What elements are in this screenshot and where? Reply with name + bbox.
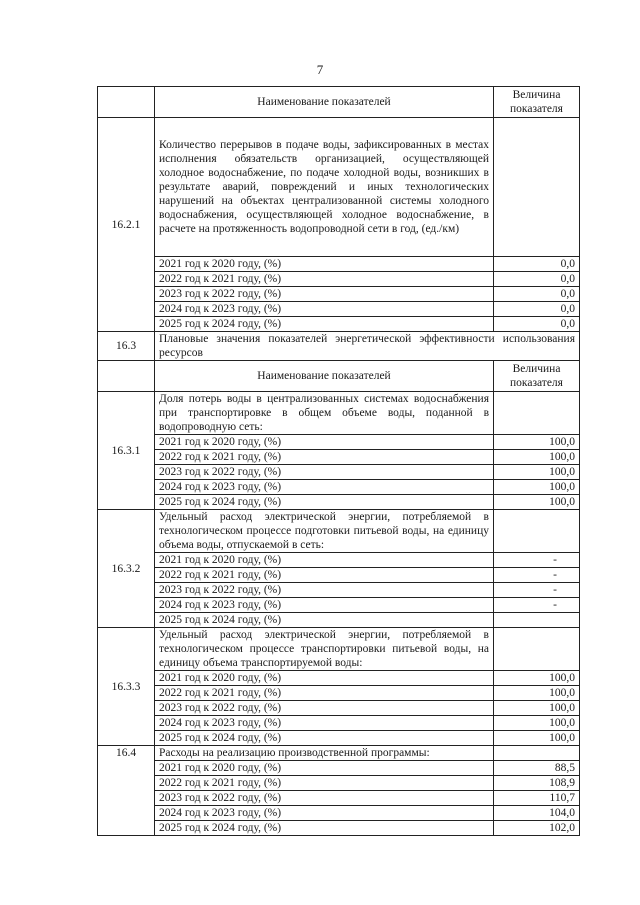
row-label: 2025 год к 2024 году, (%) — [155, 317, 494, 332]
row-label: 2025 год к 2024 году, (%) — [155, 495, 494, 510]
row-label: 2021 год к 2020 году, (%) — [155, 553, 494, 568]
section-row — [98, 332, 580, 361]
row-label: 2021 год к 2020 году, (%) — [155, 761, 494, 776]
table-row — [98, 806, 580, 821]
row-label: 2021 год к 2020 году, (%) — [155, 257, 494, 272]
table-row — [98, 613, 580, 628]
table-row — [98, 287, 580, 302]
subheader-name: Наименование показателей — [155, 361, 494, 392]
header-value: Величина показателя — [494, 87, 580, 118]
table-row — [98, 568, 580, 583]
row-value: 100,0 — [494, 495, 580, 510]
row-label: 2023 год к 2022 году, (%) — [155, 287, 494, 302]
section-description: Доля потерь воды в централизованных системах водоснабжения при транспортировке в общем объеме воды, поданной в водопроводную сеть: — [155, 392, 494, 435]
table-row — [98, 450, 580, 465]
section-value-cell — [494, 510, 580, 553]
section-code: 16.2.1 — [98, 118, 155, 332]
row-value: 102,0 — [494, 821, 580, 836]
section-value-cell — [494, 746, 580, 761]
table-row — [98, 272, 580, 287]
section-code: 16.3.1 — [98, 392, 155, 510]
section-description: Удельный расход электрической энергии, потребляемой в технологическом процессе подготовки питьевой воды, на единицу объема воды, отпускаемой в сеть: — [155, 510, 494, 553]
section-row — [98, 628, 580, 671]
table-row — [98, 671, 580, 686]
row-value: 0,0 — [494, 272, 580, 287]
row-value: 100,0 — [494, 450, 580, 465]
row-label: 2023 год к 2022 году, (%) — [155, 583, 494, 598]
row-label: 2022 год к 2021 году, (%) — [155, 272, 494, 287]
table-row — [98, 480, 580, 495]
row-label: 2021 год к 2020 году, (%) — [155, 671, 494, 686]
table-row — [98, 821, 580, 836]
row-value: 108,9 — [494, 776, 580, 791]
row-label: 2024 год к 2023 году, (%) — [155, 806, 494, 821]
section-row — [98, 746, 580, 761]
row-value: 100,0 — [494, 671, 580, 686]
table-row — [98, 465, 580, 480]
section-code: 16.4 — [98, 746, 155, 836]
row-value: - — [494, 553, 580, 568]
section-description: Плановые значения показателей энергетической эффективности использования ресурсов — [155, 332, 580, 361]
section-value-cell — [494, 628, 580, 671]
section-code: 16.3.2 — [98, 510, 155, 628]
row-value: - — [494, 568, 580, 583]
row-value: 104,0 — [494, 806, 580, 821]
row-value: 100,0 — [494, 686, 580, 701]
row-value: 0,0 — [494, 317, 580, 332]
row-label: 2021 год к 2020 году, (%) — [155, 435, 494, 450]
table-row — [98, 731, 580, 746]
row-value: 88,5 — [494, 761, 580, 776]
row-label: 2024 год к 2023 году, (%) — [155, 598, 494, 613]
table-row — [98, 435, 580, 450]
row-label: 2023 год к 2022 году, (%) — [155, 465, 494, 480]
row-value: 0,0 — [494, 257, 580, 272]
section-value-cell — [494, 392, 580, 435]
section-description: Расходы на реализацию производственной программы: — [155, 746, 494, 761]
indicators-table — [97, 86, 580, 836]
row-value: 0,0 — [494, 302, 580, 317]
row-value: 110,7 — [494, 791, 580, 806]
row-label: 2024 год к 2023 году, (%) — [155, 480, 494, 495]
row-value: 100,0 — [494, 716, 580, 731]
row-label: 2025 год к 2024 году, (%) — [155, 613, 494, 628]
table-row — [98, 257, 580, 272]
row-label: 2025 год к 2024 году, (%) — [155, 731, 494, 746]
section-code: 16.3.3 — [98, 628, 155, 746]
header-code-cell — [98, 87, 155, 118]
row-label: 2024 год к 2023 году, (%) — [155, 716, 494, 731]
row-value: 100,0 — [494, 480, 580, 495]
subheader-value: Величина показателя — [494, 361, 580, 392]
row-label: 2025 год к 2024 году, (%) — [155, 821, 494, 836]
row-value: - — [494, 598, 580, 613]
row-value: 100,0 — [494, 731, 580, 746]
row-value — [494, 613, 580, 628]
subheader-code-cell — [98, 361, 155, 392]
header-name: Наименование показателей — [155, 87, 494, 118]
table-row — [98, 302, 580, 317]
table-row — [98, 701, 580, 716]
section-row — [98, 392, 580, 435]
section-code: 16.3 — [98, 332, 155, 361]
row-label: 2023 год к 2022 году, (%) — [155, 701, 494, 716]
row-label: 2022 год к 2021 году, (%) — [155, 686, 494, 701]
section-description: Количество перерывов в подаче воды, зафиксированных в местах исполнения обязательств организацией, осуществляющей холодное водоснабжение, по подаче холодной воды, возникших в результате аварий, повреждений и иных технологических нарушений на объектах централизованной системы холодного водоснабжения, осуществляющей холодное водоснабжение, в расчете на протяженность водопроводной сети в год, (ед./км) — [155, 118, 494, 257]
table-row — [98, 776, 580, 791]
row-value: - — [494, 583, 580, 598]
section-description: Удельный расход электрической энергии, потребляемой в технологическом процессе транспортировки питьевой воды, на единицу объема транспортируемой воды: — [155, 628, 494, 671]
row-label: 2023 год к 2022 году, (%) — [155, 791, 494, 806]
table-subheader-row — [98, 361, 580, 392]
row-value: 100,0 — [494, 701, 580, 716]
table-header-row — [98, 87, 580, 118]
row-label: 2022 год к 2021 году, (%) — [155, 776, 494, 791]
section-row — [98, 118, 580, 257]
table-row — [98, 553, 580, 568]
row-value: 100,0 — [494, 465, 580, 480]
table-row — [98, 686, 580, 701]
row-label: 2022 год к 2021 году, (%) — [155, 568, 494, 583]
section-row — [98, 510, 580, 553]
page-number: 7 — [316, 62, 324, 77]
section-value-cell — [494, 118, 580, 257]
table-row — [98, 791, 580, 806]
table-row — [98, 598, 580, 613]
row-label: 2022 год к 2021 году, (%) — [155, 450, 494, 465]
table-row — [98, 583, 580, 598]
row-value: 100,0 — [494, 435, 580, 450]
table-row — [98, 495, 580, 510]
table-row — [98, 317, 580, 332]
row-label: 2024 год к 2023 году, (%) — [155, 302, 494, 317]
table-row — [98, 761, 580, 776]
row-value: 0,0 — [494, 287, 580, 302]
table-row — [98, 716, 580, 731]
